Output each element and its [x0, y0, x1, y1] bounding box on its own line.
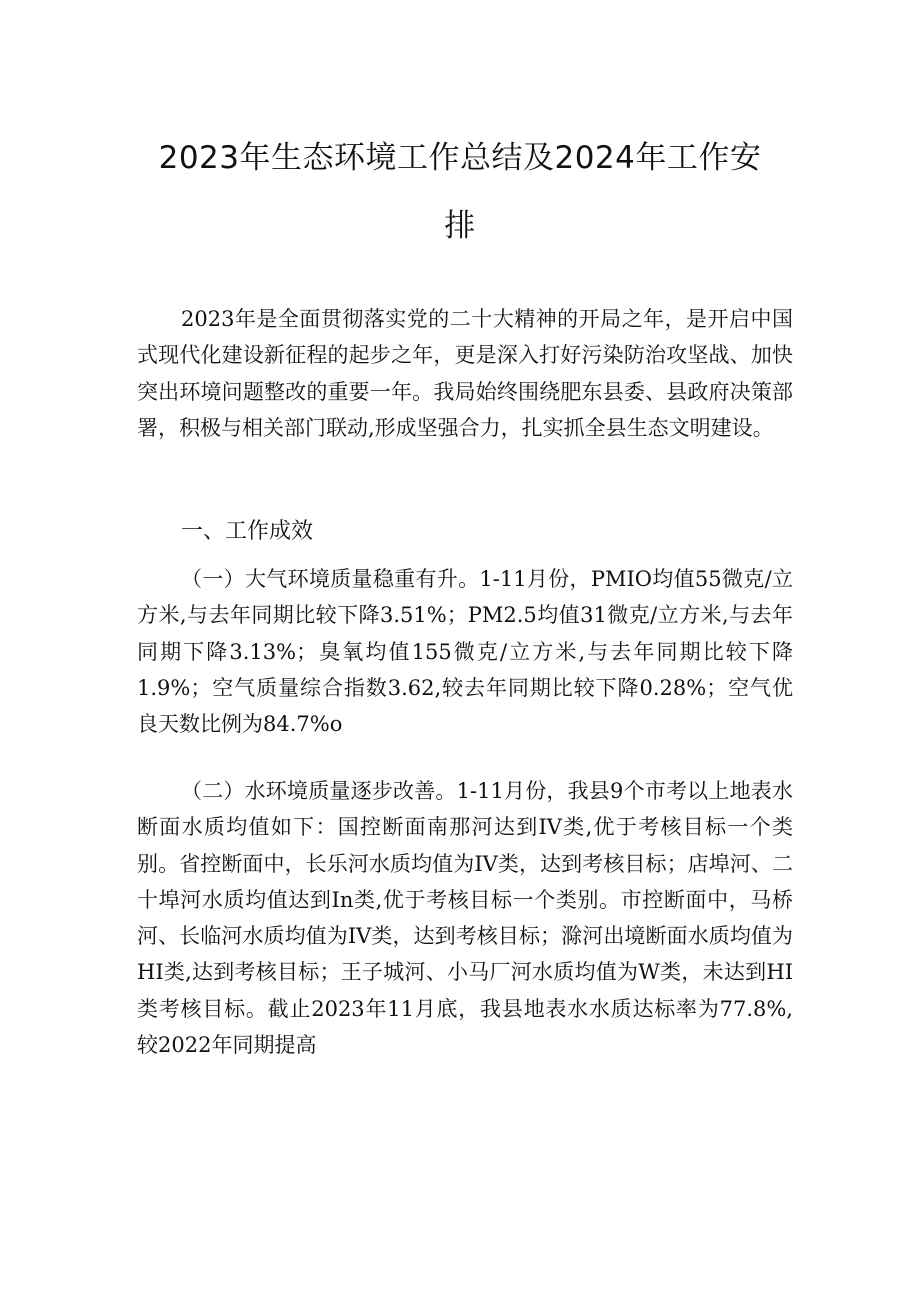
document-title-line1: 2023年生态环境工作总结及2024年工作安: [158, 140, 762, 176]
section-heading-work-results: 一、工作成效: [181, 519, 314, 544]
intro-paragraph: 2023年是全面贯彻落实党的二十大精神的开局之年，是开启中国式现代化建设新征程的起步之年，更是深入打好污染防治攻坚战、加快突出环境问题整改的重要一年。我局始终围绕肥东县委、县政府决策部署，积极与相关部门联动,形成坚强合力，扎实抓全县生态文明建设。: [137, 307, 793, 440]
water-quality-paragraph: （二）水环境质量逐步改善。1-11月份，我县9个市考以上地表水断面水质均值如下：国控断面南那河达到IV类,优于考核目标一个类别。省控断面中，长乐河水质均值为IV类，达到考核目标；店埠河、二十埠河水质均值达到In类,优于考核目标一个类别。市控断面中，马桥河、长临河水质均值为IV类，达到考核目标；滁河出境断面水质均值为HI类,达到考核目标；王子城河、小马厂河水质均值为W类，未达到HI类考核目标。截止2023年11月底，我县地表水水质达标率为77.8%,较2022年同期提高: [137, 779, 793, 1058]
air-quality-paragraph: （一）大气环境质量稳重有升。1-11月份，PMIO均值55微克/立方米,与去年同期比较下降3.51%；PM2.5均值31微克/立方米,与去年同期下降3.13%；臭氧均值155微克/立方米,与去年同期比较下降1.9%；空气质量综合指数3.62,较去年同期比较下降0.28%；空气优良天数比例为84.7%o: [137, 567, 793, 737]
document-title-line2: 排: [444, 208, 476, 244]
